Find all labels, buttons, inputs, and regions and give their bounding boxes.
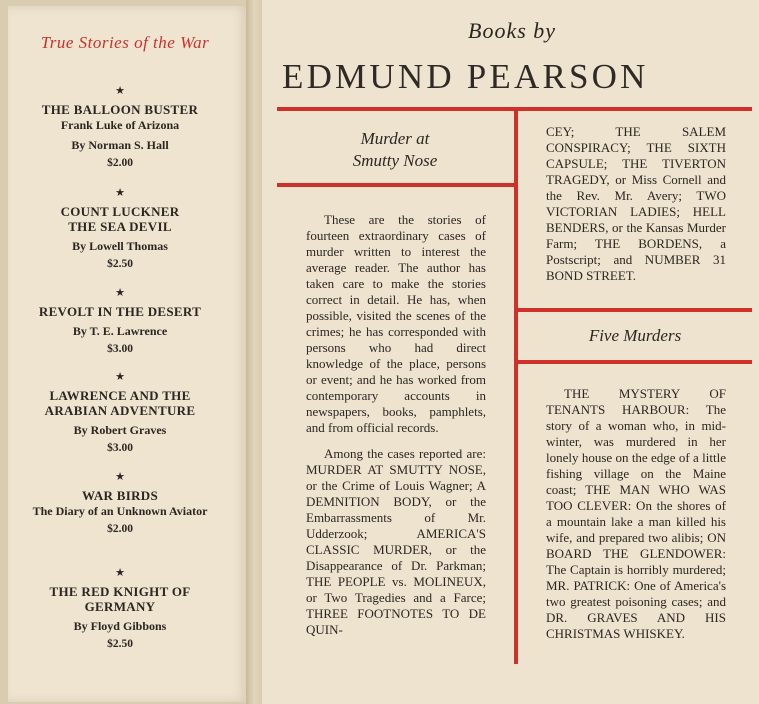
book-title: COUNT LUCKNER THE SEA DEVIL <box>60 204 180 234</box>
book-subtitle: Frank Luke of Arizona <box>60 118 180 132</box>
book-price: $2.50 <box>107 258 133 270</box>
murder-section-title <box>290 128 500 172</box>
book-author: By Robert Graves <box>73 423 167 437</box>
five-murders-paragraph: THE MYSTERY OF TENANTS HARBOUR: The story of a woman who, in mid-winter, was murdered in her lonely house on the edge of a little fishing village on the Maine coast; THE MAN WHO WAS TOO CLEVER: On the shores of a mountain lake a man killed his wife, and prepared two alibis; ON BOARD THE GLENDOWER: The Captain is horribly murdered; MR. PATRICK: One of America's two greatest poisoning cases; and DR. GRAVES AND HIS CHRISTMAS WHISKEY. <box>546 386 726 641</box>
five-murders-top-rule <box>518 308 752 312</box>
book-entry <box>10 84 230 171</box>
book-subtitle: The Diary of an Unknown Aviator <box>32 504 208 518</box>
star-icon: ★ <box>115 85 125 97</box>
book-price: $2.00 <box>107 157 133 169</box>
author-name: EDMUND PEARSON <box>282 57 649 96</box>
book-title: THE RED KNIGHT OF GERMANY <box>49 584 191 614</box>
book-price: $2.50 <box>107 638 133 650</box>
books-by-heading: Books by <box>468 18 557 43</box>
five-murders-bottom-rule <box>518 360 752 364</box>
star-icon: ★ <box>115 567 125 579</box>
book-price: $2.00 <box>107 523 133 535</box>
star-icon: ★ <box>115 471 125 483</box>
star-icon: ★ <box>115 287 125 299</box>
book-entry <box>10 186 230 272</box>
murder-title-line2: Smutty Nose <box>352 151 438 170</box>
book-price: $3.00 <box>107 343 133 355</box>
book-author: By T. E. Lawrence <box>72 324 168 338</box>
murder-paragraph-2: Among the cases reported are: MURDER AT SMUTTY NOSE, or the Crime of Louis Wagner; A DEMNITION BODY, or the Embarrassments of Mr. Udderzook; AMERICA'S CLASSIC MURDER, or the Disappearance of Dr. Parkman; THE PEOPLE vs. MOLINEUX, or Two Tragedies and a Farce; THREE FOOTNOTES TO DE QUIN- <box>306 446 486 637</box>
five-murders-title: Five Murders <box>588 326 682 345</box>
book-title: LAWRENCE AND THE ARABIAN ADVENTURE <box>44 388 196 418</box>
murder-paragraph-1: These are the stories of fourteen extraordinary cases of murder written to interest the average reader. The author has taken care to make the stories correct in detail. He has, when possible, visited the scenes of the crimes; he has corresponded with persons who had direct knowledge of the place, persons or event; and he has worked from contemporary accounts in newspapers, books, pamphlets, and from official records. <box>306 212 486 435</box>
book-author: By Floyd Gibbons <box>73 619 167 633</box>
star-icon: ★ <box>115 187 125 199</box>
star-icon: ★ <box>115 371 125 383</box>
five-murders-description <box>546 386 726 652</box>
book-title: REVOLT IN THE DESERT <box>38 304 202 319</box>
murder-continued <box>546 124 726 294</box>
book-author: By Norman S. Hall <box>71 138 169 152</box>
book-entry <box>10 470 230 537</box>
book-entry <box>10 286 230 357</box>
book-author: By Lowell Thomas <box>72 239 168 253</box>
murder-paragraph-continued: CEY; THE SALEM CONSPIRACY; THE SIXTH CAPSULE; THE TIVERTON TRAGEDY, or Miss Cornell and the Rev. Mr. Avery; TWO VICTORIAN LADIES; HELL BENDERS, or the Kansas Murder Farm; THE BORDENS, a Postscript; and NUMBER 31 BOND STREET. <box>546 124 726 283</box>
flap-title: True Stories of the War <box>40 33 210 52</box>
book-title: WAR BIRDS <box>81 488 159 503</box>
book-title: THE BALLOON BUSTER <box>41 102 199 117</box>
book-price: $3.00 <box>107 442 133 454</box>
center-red-rule <box>514 111 518 664</box>
book-entry <box>10 566 230 652</box>
book-entry <box>10 370 230 456</box>
murder-title-rule <box>277 183 514 187</box>
murder-title-line1: Murder at <box>360 129 430 148</box>
murder-description <box>306 212 486 648</box>
